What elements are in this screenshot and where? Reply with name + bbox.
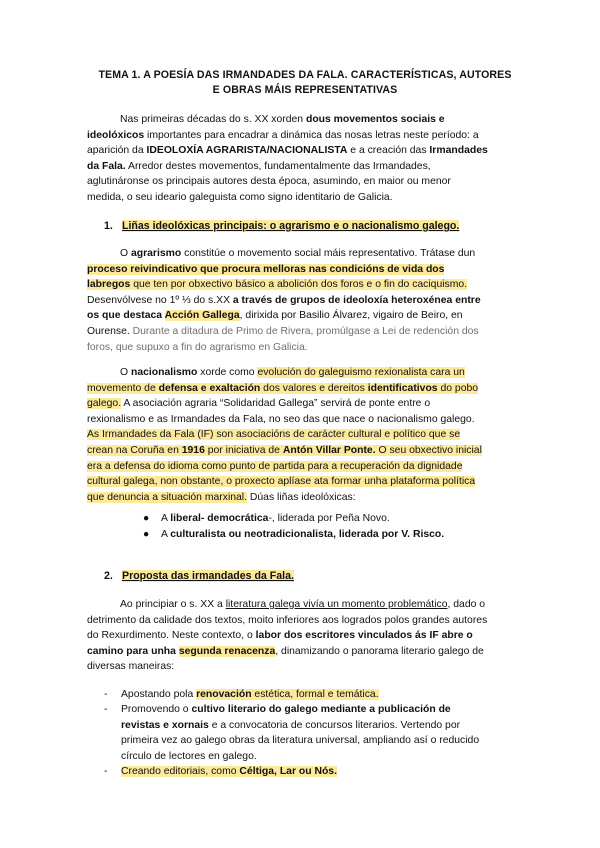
- intro-text: Nas primeiras décadas do s. XX xorden: [120, 114, 306, 125]
- title-line-2: E OBRAS MÁIS REPRESENTATIVAS: [212, 84, 398, 96]
- nacionalismo-paragraph: [87, 365, 527, 505]
- section-label: Proposta das irmandades da Fala.: [122, 570, 294, 582]
- nacionalismo-highlight: galego.: [87, 398, 122, 410]
- nacionalismo-highlight: O seu obxectivo inicial: [375, 444, 482, 456]
- proposta-paragraph: [87, 597, 527, 675]
- bullet-text: A: [161, 529, 171, 540]
- section-label: Liñas ideolóxicas principais: o agrarismo e o nacionalismo galego.: [122, 220, 460, 232]
- agrarismo-highlight: proceso reivindicativo que procura melloras nas condicións de vida dos: [87, 263, 445, 275]
- dash-highlight: Creando editoriais, como: [121, 766, 240, 777]
- intro-text: aparición da: [87, 145, 147, 157]
- dash-bold: revistas e xornais: [121, 719, 209, 731]
- dash-highlight: estética, formal e temática.: [251, 689, 379, 700]
- nacionalismo-highlight-bold: Antón Villar Ponte.: [282, 444, 376, 456]
- intro-paragraph: [87, 112, 527, 206]
- agrarismo-bold: os que destaca: [87, 310, 165, 322]
- proposta-text: Ao principiar o s. XX a: [120, 599, 226, 610]
- dash-mark: -: [104, 689, 108, 700]
- nacionalismo-highlight-bold: defensa e exaltación: [158, 382, 261, 394]
- intro-bold: IDEOLOXÍA AGRARISTA/NACIONALISTA: [146, 145, 348, 157]
- intro-bold: Irmandades: [429, 145, 488, 157]
- agrarismo-text: Ourense.: [87, 325, 133, 337]
- agrarismo-gray-text: foros, que supuxo a fin do agrarismo en Galicia.: [87, 341, 308, 353]
- intro-text: aglutináronse os principais autores desta época, asumindo, en maior ou menor: [87, 176, 451, 188]
- bullet-item: [143, 511, 390, 527]
- agrarismo-text: constitúe o movemento social máis representativo. Trátase dun: [181, 248, 476, 259]
- nacionalismo-text: O: [120, 367, 131, 378]
- nacionalismo-highlight: As Irmandades da Fala (IF) son asociacións de carácter cultural e político que se: [87, 429, 461, 441]
- bullet-dot-icon: ●: [143, 529, 150, 540]
- nacionalismo-highlight: por iniciativa de: [204, 444, 283, 456]
- agrarismo-text: Desenvólvese no 1º ⅓ do s.XX: [87, 294, 233, 306]
- bullet-bold: culturalista ou neotradicionalista, liderada por V. Risco.: [170, 529, 445, 540]
- bullet-bold: liberal- democrática: [170, 513, 269, 524]
- dash-text: primeira vez ao galego obras da literatura universal, ampliando así o reducido: [121, 735, 480, 747]
- proposta-bold: camino para unha: [87, 645, 179, 657]
- agrarismo-gray-text: Durante a ditadura de Primo de Rivera, promúlgase a Lei de redención dos: [132, 325, 479, 337]
- section-number: 1.: [104, 220, 113, 232]
- bullet-text: -, liderada por Peña Novo.: [268, 513, 390, 524]
- dash-text: círculo de lectores en galego.: [121, 750, 257, 762]
- accion-gallega-highlight: Acción Gallega: [164, 310, 240, 322]
- dash-mark: -: [104, 766, 108, 777]
- nacionalismo-bold: nacionalismo: [130, 367, 198, 378]
- agrarismo-highlight-text: que ten por obxectivo básico a abolición dos foros e o fin do caciquismo.: [130, 279, 468, 291]
- proposta-underline: literatura galega vivía un momento problemático: [225, 599, 448, 610]
- proposta-text: detrimento da calidade dos textos, moito inferiores aos logrados polos grandes autores: [87, 614, 488, 626]
- agrarismo-paragraph: [87, 246, 527, 355]
- agrarismo-text: , dirixida por Basilio Álvarez, vigairo de Beiro, en: [239, 310, 463, 322]
- intro-bold: da Fala.: [87, 160, 126, 172]
- nacionalismo-highlight: era a defensa do idioma como punto de partida para a recuperación da dignidade: [87, 460, 463, 472]
- intro-text: Arredor destes movementos, fundamentalmente das Irmandades,: [125, 160, 431, 172]
- document-title: [70, 68, 540, 98]
- intro-text: importantes para encadrar a dinámica das nosas letras neste período: a: [144, 129, 479, 141]
- proposta-text: , dinamizando o panorama literario galego de: [275, 645, 484, 657]
- dash-highlight-bold: renovación: [196, 689, 252, 700]
- dash-bold: cultivo literario do galego mediante a publicación de: [191, 704, 451, 715]
- nacionalismo-text: A asociación agraria “Solidaridad Gallega” servirá de ponte entre o: [121, 398, 431, 410]
- proposta-text: diversas maneiras:: [87, 661, 175, 673]
- section-heading-1: [104, 220, 459, 232]
- proposta-text: do Rexurdimento. Neste contexto, o: [87, 630, 256, 642]
- nacionalismo-highlight-bold: identificativos: [367, 382, 438, 394]
- title-line-1: TEMA 1. A POESÍA DAS IRMANDADES DA FALA. CARACTERÍSTICAS, AUTORES: [98, 69, 512, 81]
- nacionalismo-highlight: do pobo: [437, 382, 479, 394]
- dash-item: [104, 702, 534, 766]
- segunda-renacenza-highlight: segunda renacenza: [178, 645, 276, 657]
- nacionalismo-text: rexionalismo e as Irmandades da Fala, no seo das que nace o nacionalismo galego.: [87, 413, 475, 425]
- intro-text: medida, o seu ideario galeguista como signo identitario de Galicia.: [87, 191, 393, 203]
- nacionalismo-text: xorde como: [197, 367, 258, 378]
- nacionalismo-highlight: movemento de: [87, 382, 159, 394]
- dash-text: e a convocatoria de concursos literarios. Vertendo por: [208, 719, 461, 731]
- agrarismo-bold: agrarismo: [130, 248, 182, 259]
- intro-bold: ideolóxicos: [87, 129, 145, 141]
- dash-item: [104, 764, 534, 780]
- agrarismo-bold: a través de grupos de ideoloxía heteroxénea entre: [232, 294, 481, 306]
- bullet-dot-icon: ●: [143, 513, 150, 524]
- agrarismo-highlight: labregos: [87, 279, 131, 291]
- nacionalismo-highlight-bold: 1916: [181, 444, 205, 456]
- bullet-item: [143, 527, 444, 543]
- intro-text: e a creación das: [347, 145, 430, 157]
- bullet-text: A: [161, 513, 171, 524]
- agrarismo-text: O: [120, 248, 131, 259]
- section-heading-2: [104, 570, 294, 582]
- section-number: 2.: [104, 570, 113, 582]
- dash-mark: -: [104, 704, 108, 715]
- nacionalismo-text: Dúas liñas ideolóxicas:: [247, 491, 356, 503]
- nacionalismo-highlight: crean na Coruña en: [87, 444, 182, 456]
- dash-item: [104, 687, 534, 703]
- nacionalismo-highlight: que denuncia a situación marxinal.: [87, 491, 247, 503]
- dash-text: Promovendo o: [121, 704, 192, 715]
- nacionalismo-highlight: cultural galega, non obstante, o proxecto aplíase ata formar unha plataforma política: [87, 476, 476, 488]
- dash-text: Apostando pola: [121, 689, 197, 700]
- nacionalismo-highlight: dos valores e dereitos: [260, 382, 368, 394]
- proposta-text: , dado o: [447, 599, 486, 610]
- dash-highlight-bold: Céltiga, Lar ou Nós.: [239, 766, 337, 777]
- intro-bold: dous movementos sociais e: [305, 114, 445, 125]
- nacionalismo-highlight: evolución do galeguismo rexionalista cara un: [257, 367, 465, 378]
- proposta-bold: labor dos escritores vinculados ás IF abre o: [255, 630, 473, 642]
